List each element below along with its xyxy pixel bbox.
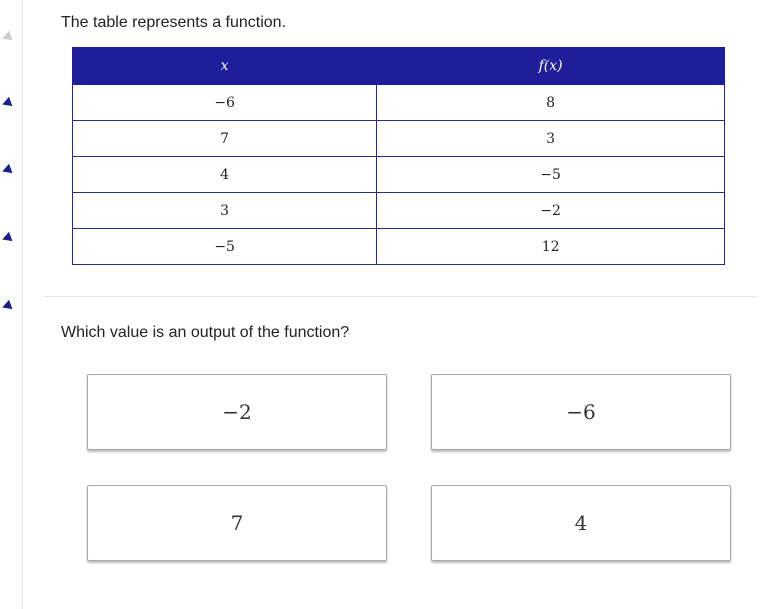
table-row — [73, 229, 725, 265]
header-x: x — [73, 48, 377, 85]
cell: 8 — [377, 85, 725, 121]
sidebar-divider — [22, 0, 23, 609]
table-row — [73, 85, 725, 121]
function-table — [72, 47, 725, 265]
progress-marker-icon — [1, 97, 13, 109]
cell: −5 — [377, 157, 725, 193]
cell: −5 — [73, 229, 377, 265]
table-row — [73, 157, 725, 193]
choice-d[interactable]: 4 — [431, 485, 731, 561]
table-row — [73, 193, 725, 229]
progress-marker-icon — [1, 300, 13, 312]
divider — [44, 296, 757, 297]
cell: 4 — [73, 157, 377, 193]
cell: 12 — [377, 229, 725, 265]
table-row — [73, 121, 725, 157]
prompt-text: The table represents a function. — [61, 14, 287, 31]
choice-c[interactable]: 7 — [87, 485, 387, 561]
progress-marker-icon — [1, 232, 13, 244]
progress-marker-icon — [1, 164, 13, 176]
header-fx: f(x) — [377, 48, 725, 85]
cell: 3 — [377, 121, 725, 157]
cell: 3 — [73, 193, 377, 229]
question-text: Which value is an output of the function? — [61, 324, 350, 341]
cell: 7 — [73, 121, 377, 157]
choice-a[interactable]: −2 — [87, 374, 387, 450]
cell: −6 — [73, 85, 377, 121]
choice-b[interactable]: −6 — [431, 374, 731, 450]
progress-marker-icon — [1, 31, 13, 43]
cell: −2 — [377, 193, 725, 229]
